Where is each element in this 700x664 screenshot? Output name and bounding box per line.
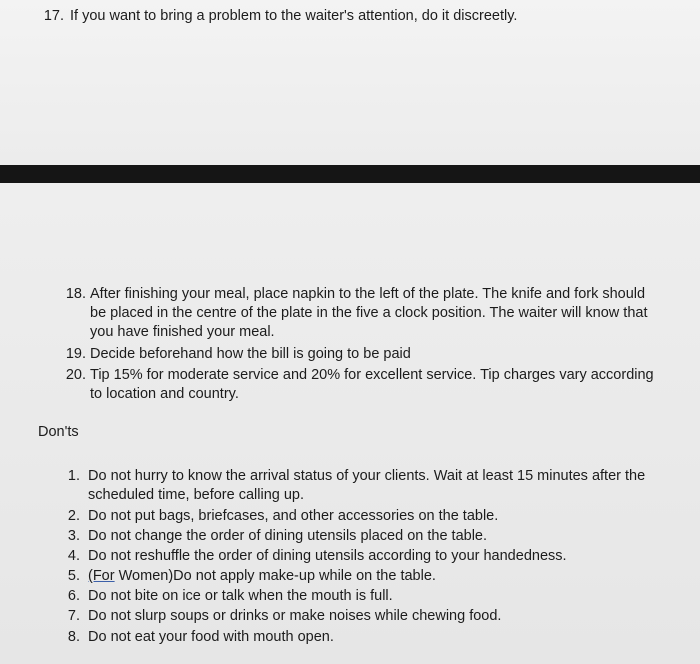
list-text-line: scheduled time, before calling up. (88, 487, 305, 503)
dont-item-7 (40, 607, 695, 627)
list-text-line: Do not reshuffle the order of dining utensils according to your handedness. (88, 548, 567, 564)
list-number: 6. (67, 588, 80, 604)
list-text-line: be placed in the centre of the plate in the five a clock position. The waiter will know that (90, 305, 648, 321)
list-number: 3. (67, 528, 80, 544)
list-text-rest: Women)Do not apply make-up while on the table. (114, 568, 436, 584)
dont-item-1 (40, 467, 695, 507)
list-item-20 (40, 366, 690, 406)
section-heading-donts: Don'ts (38, 424, 79, 440)
list-number: 4. (67, 548, 80, 564)
list-text-line (88, 567, 436, 586)
list-number: 5. (67, 568, 80, 584)
list-text-line: Do not put bags, briefcases, and other accessories on the table. (88, 508, 499, 524)
list-number: 7. (67, 608, 80, 624)
list-text-line: you have finished your meal. (90, 324, 275, 340)
list-text: If you want to bring a problem to the waiter's attention, do it discreetly. (70, 8, 518, 24)
dont-item-5 (40, 567, 695, 587)
dont-item-4 (40, 547, 695, 567)
list-text-line: After finishing your meal, place napkin to the left of the plate. The knife and fork should (90, 286, 646, 302)
list-text-line: Do not eat your food with mouth open. (88, 629, 334, 645)
dont-item-8 (40, 628, 695, 648)
dont-item-2 (40, 507, 695, 527)
list-text-line: Tip 15% for moderate service and 20% for excellent service. Tip charges vary according (90, 367, 654, 383)
list-text-line: Do not hurry to know the arrival status of your clients. Wait at least 15 minutes after the (88, 468, 646, 484)
list-number: 20. (65, 367, 86, 383)
dont-item-3 (40, 527, 695, 547)
list-item-19 (40, 345, 690, 365)
list-number: 17. (43, 8, 64, 24)
list-text-line: Do not change the order of dining utensils placed on the table. (88, 528, 488, 544)
page-divider (0, 165, 700, 183)
list-item-17 (40, 7, 680, 27)
list-text-line: Decide beforehand how the bill is going to be paid (90, 346, 411, 362)
list-number: 8. (67, 629, 80, 645)
for-prefix: (For (88, 568, 115, 584)
list-text-line: to location and country. (90, 386, 239, 402)
list-item-18 (40, 285, 690, 345)
dont-item-6 (40, 587, 695, 607)
list-text-line: Do not bite on ice or talk when the mouth is full. (88, 588, 393, 604)
list-number: 1. (67, 468, 80, 484)
list-number: 18. (65, 286, 86, 302)
list-number: 19. (65, 346, 86, 362)
list-text-line: Do not slurp soups or drinks or make noises while chewing food. (88, 608, 502, 624)
list-number: 2. (67, 508, 80, 524)
